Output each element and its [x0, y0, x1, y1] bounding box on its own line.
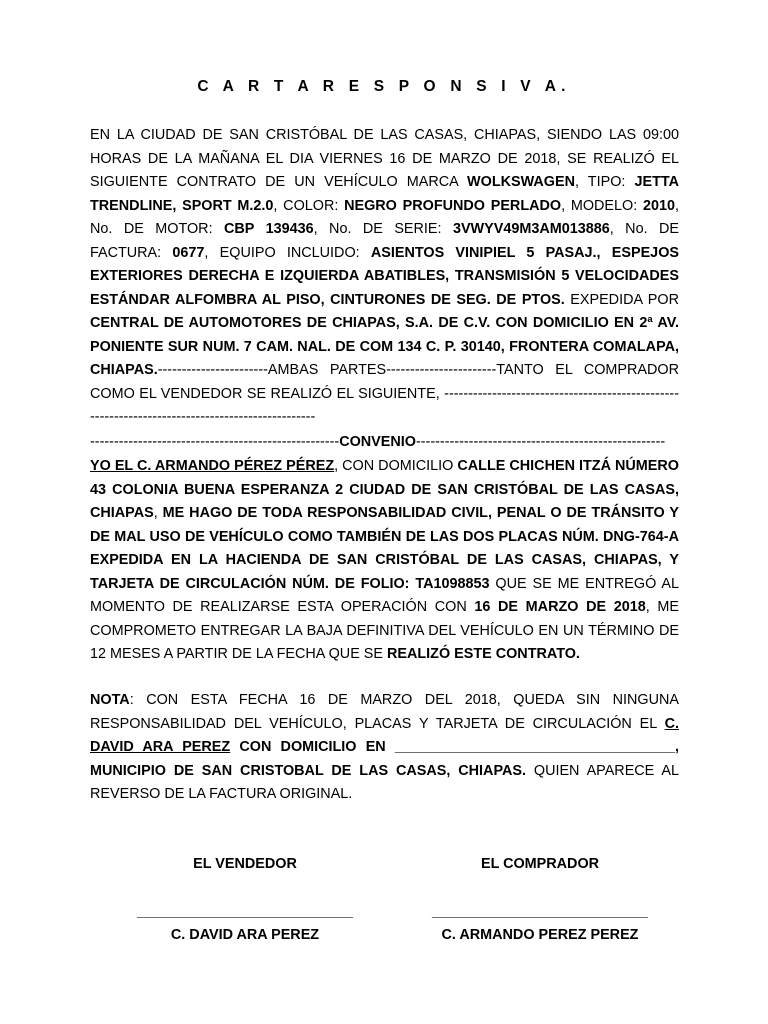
bold-text-run: 0677	[172, 244, 205, 261]
text-run: , COLOR:	[273, 197, 345, 214]
text-run: QUE SE ME ENTREGÓ AL MOMENTO DE REALIZARSE ESTA OPERACIÓN CON	[90, 575, 679, 615]
text-run: , MODELO:	[561, 197, 643, 214]
paragraph-intro	[90, 124, 679, 430]
bold-text-run: NEGRO PROFUNDO PERLADO	[344, 197, 562, 214]
convenio-dashes-left: ----------------------------------------------------	[90, 434, 340, 450]
text-run: , EQUIPO INCLUIDO:	[204, 244, 371, 261]
text-run: EXPEDIDA POR	[564, 291, 679, 308]
bold-text-run: YO EL C. ARMANDO PÉREZ PÉREZ	[90, 458, 335, 474]
buyer-signature-line: ___________________________	[431, 904, 649, 920]
text-run: , No. DE FACTURA:	[90, 221, 679, 261]
bold-text-run: JETTA TRENDLINE, SPORT M.2.0	[90, 174, 679, 214]
convenio-heading	[90, 431, 679, 455]
paragraph-agreement	[90, 455, 679, 667]
text-run: , No. DE SERIE:	[313, 221, 453, 237]
bold-text-run: 3VWYV49M3AM013886	[452, 221, 610, 237]
bold-text-run: 16 DE MARZO DE 2018	[474, 599, 646, 615]
bold-text-run: CALLE CHICHEN ITZÁ NÚMERO 43 COLONIA BUENA ESPERANZA 2 CIUDAD DE SAN CRISTÓBAL DE LAS CASAS, CHIAPAS	[90, 458, 679, 521]
bold-text-run: CBP 139436	[224, 221, 314, 237]
bold-text-run: 2010	[642, 197, 675, 214]
text-run: : CON ESTA FECHA 16 DE MARZO DEL 2018, QUEDA SIN NINGUNA RESPONSABILIDAD DEL VEHÍCULO, PLACAS Y TARJETA DE CIRCULACIÓN EL	[90, 692, 679, 732]
bold-text-run: REALIZÓ ESTE CONTRATO.	[386, 646, 580, 662]
bold-text-run: CENTRAL DE AUTOMOTORES DE CHIAPAS, S.A. DE C.V. CON DOMICILIO EN 2ª AV. PONIENTE SUR NUM. 7 CAM. NAL. DE COM 134 C. P. 30140, FRONTERA COMALAPA, CHIAPAS.	[90, 315, 679, 378]
bold-text-run: WOLKSWAGEN	[467, 174, 575, 190]
bold-text-run: ASIENTOS VINIPIEL 5 PASAJ., ESPEJOS EXTERIORES DERECHA E IZQUIERDA ABATIBLES, TRANSMISIÓN 5 VELOCIDADES ESTÁNDAR ALFOMBRA AL PISO, CINTURONES DE SEG. DE PTOS.	[90, 244, 679, 308]
paragraph-note	[90, 689, 679, 807]
bold-text-run: NOTA	[90, 692, 130, 708]
text-run: , TIPO:	[574, 174, 635, 190]
text-run: , ME COMPROMETO ENTREGAR LA BAJA DEFINITIVA DEL VEHÍCULO EN UN TÉRMINO DE 12 MESES A PARTIR DE LA FECHA QUE SE	[90, 599, 679, 662]
convenio-label: CONVENIO	[339, 434, 416, 450]
bold-text-run: C. DAVID ARA PEREZ	[90, 715, 679, 755]
text-run: , CON DOMICILIO	[334, 458, 458, 474]
text-run: EN LA CIUDAD DE SAN CRISTÓBAL DE LAS CASAS, CHIAPAS, SIENDO LAS 09:00 HORAS DE LA MAÑANA EL DIA VIERNES 16 DE MARZO DE 2018, SE REALIZÓ EL SIGUIENTE CONTRATO DE UN VEHÍCULO MARCA	[90, 127, 679, 190]
text-run: ,	[153, 505, 163, 521]
document-title: C A R T A R E S P O N S I V A.	[197, 78, 571, 95]
text-run: , No. DE MOTOR:	[90, 197, 679, 237]
text-run: QUIEN APARECE AL REVERSO DE LA FACTURA ORIGINAL.	[90, 762, 679, 802]
convenio-dashes-right: ----------------------------------------------------	[415, 434, 666, 450]
text-run: -----------------------AMBAS PARTES-----------------------TANTO EL COMPRADOR COMO EL VENDEDOR SE REALIZÓ EL SIGUIENTE, ------------------------------------------------------------------------------------------------	[90, 362, 679, 425]
buyer-name: C. ARMANDO PEREZ PEREZ	[441, 927, 639, 943]
bold-text-run: ME HAGO DE TODA RESPONSABILIDAD CIVIL, PENAL O DE TRÁNSITO Y DE MAL USO DE VEHÍCULO COMO TAMBIÉN DE LAS DOS PLACAS NÚM. DNG-764-A EXPEDIDA EN LA HACIENDA DE SAN CRISTÓBAL DE LAS CASAS, CHIAPAS, Y TARJETA DE CIRCULACIÓN NÚM. DE FOLIO: TA1098853	[90, 505, 679, 592]
seller-signature-line: ___________________________	[136, 904, 354, 920]
seller-name: C. DAVID ARA PEREZ	[170, 927, 320, 943]
seller-role-label: EL VENDEDOR	[193, 856, 297, 872]
buyer-role-label: EL COMPRADOR	[480, 856, 600, 872]
bold-text-run: CON DOMICILIO EN ___________________________________, MUNICIPIO DE SAN CRISTOBAL DE LAS CASAS, CHIAPAS.	[90, 739, 679, 779]
